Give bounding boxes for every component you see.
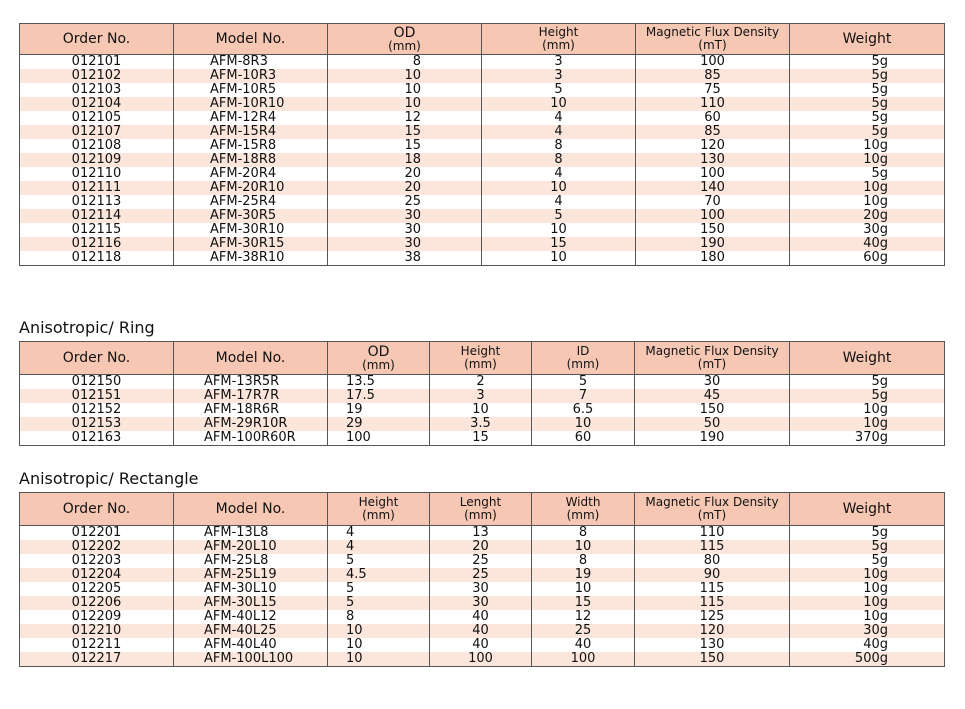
cell-order-no: 012202 (20, 540, 174, 554)
cell-od: 15 (328, 125, 482, 139)
cell-weight: 5g (790, 389, 945, 403)
cell-weight: 10g (790, 568, 945, 582)
cell-flux-density: 120 (636, 139, 790, 153)
header-width-unit: (mm) (566, 508, 600, 522)
cell-od: 30 (328, 237, 482, 251)
cell-flux-density: 80 (635, 554, 790, 568)
cell-height: 8 (328, 610, 430, 624)
cell-model-no: AFM-20R10 (174, 181, 328, 195)
cell-length: 40 (430, 610, 532, 624)
cell-model-no: AFM-40L12 (174, 610, 328, 624)
cell-flux-density: 50 (635, 417, 790, 431)
cell-width: 8 (532, 554, 635, 568)
cell-length: 13 (430, 526, 532, 541)
header-od (328, 342, 430, 375)
cell-id: 10 (532, 417, 635, 431)
cell-length: 30 (430, 596, 532, 610)
cell-order-no: 012206 (20, 596, 174, 610)
table-row (20, 375, 945, 390)
cell-order-no: 012150 (20, 375, 174, 390)
cell-id: 7 (532, 389, 635, 403)
header-flux-density (635, 342, 790, 375)
cell-flux-density: 130 (635, 638, 790, 652)
cell-height: 5 (328, 554, 430, 568)
cell-width: 100 (532, 652, 635, 667)
cell-order-no: 012203 (20, 554, 174, 568)
cell-flux-density: 75 (636, 83, 790, 97)
cell-height: 3 (430, 389, 532, 403)
table-row (20, 417, 945, 431)
cell-model-no: AFM-20R4 (174, 167, 328, 181)
cell-flux-density: 150 (635, 652, 790, 667)
cell-height: 10 (482, 223, 636, 237)
cell-height: 5 (482, 209, 636, 223)
cell-od: 20 (328, 167, 482, 181)
disc-spec-table (19, 23, 945, 266)
cell-order-no: 012153 (20, 417, 174, 431)
cell-flux-density: 45 (635, 389, 790, 403)
cell-order-no: 012107 (20, 125, 174, 139)
cell-od: 13.5 (328, 375, 430, 390)
ring-header-row (20, 342, 945, 375)
cell-order-no: 012113 (20, 195, 174, 209)
table-row (20, 69, 945, 83)
header-height-unit: (mm) (362, 508, 395, 522)
table-row (20, 526, 945, 541)
cell-flux-density: 90 (635, 568, 790, 582)
table-row (20, 596, 945, 610)
cell-width: 12 (532, 610, 635, 624)
cell-od: 38 (328, 251, 482, 266)
cell-height: 4.5 (328, 568, 430, 582)
cell-weight: 10g (790, 417, 945, 431)
cell-model-no: AFM-30R5 (174, 209, 328, 223)
cell-model-no: AFM-30L15 (174, 596, 328, 610)
cell-weight: 5g (790, 111, 945, 125)
cell-order-no: 012109 (20, 153, 174, 167)
cell-flux-density: 190 (635, 431, 790, 446)
cell-height: 15 (482, 237, 636, 251)
header-height-label: Height (538, 25, 579, 39)
header-flux-density (636, 24, 790, 55)
header-order-no: Order No. (20, 493, 174, 526)
cell-order-no: 012163 (20, 431, 174, 446)
cell-flux-density: 115 (635, 596, 790, 610)
table-row (20, 652, 945, 667)
cell-model-no: AFM-15R8 (174, 139, 328, 153)
cell-order-no: 012151 (20, 389, 174, 403)
ring-spec-table (19, 341, 945, 446)
table-row (20, 83, 945, 97)
cell-order-no: 012102 (20, 69, 174, 83)
cell-model-no: AFM-15R4 (174, 125, 328, 139)
table-row (20, 554, 945, 568)
cell-weight: 40g (790, 237, 945, 251)
cell-height: 4 (482, 125, 636, 139)
table-row (20, 610, 945, 624)
cell-width: 10 (532, 582, 635, 596)
cell-flux-density: 30 (635, 375, 790, 390)
header-height-unit: (mm) (464, 357, 497, 371)
header-length (430, 493, 532, 526)
cell-flux-density: 150 (636, 223, 790, 237)
cell-width: 40 (532, 638, 635, 652)
cell-od: 19 (328, 403, 430, 417)
table-row (20, 223, 945, 237)
table-row (20, 209, 945, 223)
cell-weight: 10g (790, 181, 945, 195)
cell-order-no: 012211 (20, 638, 174, 652)
cell-weight: 40g (790, 638, 945, 652)
cell-od: 18 (328, 153, 482, 167)
cell-flux-density: 130 (636, 153, 790, 167)
cell-flux-density: 125 (635, 610, 790, 624)
cell-width: 15 (532, 596, 635, 610)
cell-length: 25 (430, 554, 532, 568)
table-row (20, 195, 945, 209)
header-flux-unit: (mT) (697, 357, 727, 371)
cell-model-no: AFM-30R10 (174, 223, 328, 237)
cell-model-no: AFM-38R10 (174, 251, 328, 266)
header-id (532, 342, 635, 375)
cell-height: 10 (482, 97, 636, 111)
cell-order-no: 012101 (20, 55, 174, 70)
cell-weight: 5g (790, 167, 945, 181)
cell-order-no: 012201 (20, 526, 174, 541)
table-row (20, 111, 945, 125)
cell-width: 25 (532, 624, 635, 638)
cell-od: 25 (328, 195, 482, 209)
cell-order-no: 012110 (20, 167, 174, 181)
cell-od: 10 (328, 97, 482, 111)
header-length-unit: (mm) (464, 508, 497, 522)
cell-width: 8 (532, 526, 635, 541)
table-row (20, 251, 945, 266)
cell-model-no: AFM-100R60R (174, 431, 328, 446)
cell-height: 10 (328, 624, 430, 638)
cell-model-no: AFM-25L19 (174, 568, 328, 582)
header-od-label: OD (393, 24, 416, 41)
cell-order-no: 012104 (20, 97, 174, 111)
cell-weight: 5g (790, 375, 945, 390)
cell-order-no: 012210 (20, 624, 174, 638)
cell-model-no: AFM-30L10 (174, 582, 328, 596)
header-flux-label: Magnetic Flux Density (645, 344, 779, 358)
cell-model-no: AFM-12R4 (174, 111, 328, 125)
disc-header-row (20, 24, 945, 55)
cell-order-no: 012103 (20, 83, 174, 97)
cell-weight: 10g (790, 582, 945, 596)
header-order-no: Order No. (20, 342, 174, 375)
header-flux-unit: (mT) (698, 38, 727, 52)
cell-model-no: AFM-18R6R (174, 403, 328, 417)
cell-length: 30 (430, 582, 532, 596)
cell-flux-density: 100 (636, 55, 790, 70)
table-row (20, 582, 945, 596)
cell-model-no: AFM-100L100 (174, 652, 328, 667)
cell-height: 10 (482, 251, 636, 266)
cell-order-no: 012217 (20, 652, 174, 667)
cell-height: 10 (328, 638, 430, 652)
cell-od: 20 (328, 181, 482, 195)
cell-od: 29 (328, 417, 430, 431)
cell-flux-density: 100 (636, 209, 790, 223)
header-flux-density (635, 493, 790, 526)
cell-height: 4 (482, 167, 636, 181)
header-flux-unit: (mT) (697, 508, 727, 522)
header-weight: Weight (790, 493, 945, 526)
cell-order-no: 012115 (20, 223, 174, 237)
table-row (20, 389, 945, 403)
cell-weight: 5g (790, 125, 945, 139)
cell-flux-density: 60 (636, 111, 790, 125)
cell-weight: 5g (790, 540, 945, 554)
cell-order-no: 012114 (20, 209, 174, 223)
cell-od: 12 (328, 111, 482, 125)
header-length-label: Lenght (459, 495, 502, 509)
cell-height: 10 (328, 652, 430, 667)
cell-height: 4 (328, 540, 430, 554)
header-model-no: Model No. (174, 493, 328, 526)
cell-order-no: 012209 (20, 610, 174, 624)
cell-height: 4 (482, 111, 636, 125)
cell-weight: 10g (790, 403, 945, 417)
cell-weight: 20g (790, 209, 945, 223)
cell-flux-density: 85 (636, 125, 790, 139)
cell-flux-density: 100 (636, 167, 790, 181)
table-row (20, 237, 945, 251)
cell-model-no: AFM-17R7R (174, 389, 328, 403)
cell-height: 4 (328, 526, 430, 541)
header-height-label: Height (358, 495, 399, 509)
cell-model-no: AFM-8R3 (174, 55, 328, 70)
header-height-unit: (mm) (542, 38, 575, 52)
header-order-no: Order No. (20, 24, 174, 55)
cell-order-no: 012204 (20, 568, 174, 582)
cell-weight: 30g (790, 624, 945, 638)
header-flux-label: Magnetic Flux Density (645, 495, 779, 509)
table-row (20, 568, 945, 582)
header-height (482, 24, 636, 55)
cell-od: 100 (328, 431, 430, 446)
cell-flux-density: 115 (635, 540, 790, 554)
cell-od: 15 (328, 139, 482, 153)
cell-model-no: AFM-10R5 (174, 83, 328, 97)
cell-order-no: 012118 (20, 251, 174, 266)
cell-model-no: AFM-25R4 (174, 195, 328, 209)
cell-weight: 5g (790, 97, 945, 111)
header-od (328, 24, 482, 55)
cell-height: 5 (482, 83, 636, 97)
cell-width: 10 (532, 540, 635, 554)
header-weight: Weight (790, 342, 945, 375)
cell-weight: 500g (790, 652, 945, 667)
cell-model-no: AFM-10R10 (174, 97, 328, 111)
section-title-rectangle: Anisotropic/ Rectangle (19, 469, 199, 488)
cell-weight: 10g (790, 153, 945, 167)
cell-flux-density: 150 (635, 403, 790, 417)
table-row (20, 97, 945, 111)
cell-flux-density: 180 (636, 251, 790, 266)
rectangle-header-row (20, 493, 945, 526)
cell-model-no: AFM-13R5R (174, 375, 328, 390)
cell-weight: 5g (790, 55, 945, 70)
cell-order-no: 012205 (20, 582, 174, 596)
header-model-no: Model No. (174, 24, 328, 55)
table-row (20, 153, 945, 167)
header-id-unit: (mm) (566, 357, 600, 371)
cell-weight: 10g (790, 596, 945, 610)
cell-height: 10 (482, 181, 636, 195)
cell-flux-density: 140 (636, 181, 790, 195)
header-height-label: Height (460, 344, 501, 358)
cell-height: 15 (430, 431, 532, 446)
cell-length: 40 (430, 638, 532, 652)
cell-od: 8 (328, 55, 482, 70)
cell-height: 8 (482, 139, 636, 153)
cell-weight: 5g (790, 526, 945, 541)
cell-model-no: AFM-40L40 (174, 638, 328, 652)
cell-weight: 5g (790, 83, 945, 97)
cell-model-no: AFM-10R3 (174, 69, 328, 83)
header-weight: Weight (790, 24, 945, 55)
table-row (20, 540, 945, 554)
cell-width: 19 (532, 568, 635, 582)
cell-order-no: 012105 (20, 111, 174, 125)
cell-height: 10 (430, 403, 532, 417)
cell-weight: 30g (790, 223, 945, 237)
cell-length: 20 (430, 540, 532, 554)
cell-height: 3.5 (430, 417, 532, 431)
cell-height: 5 (328, 596, 430, 610)
table-row (20, 167, 945, 181)
cell-model-no: AFM-18R8 (174, 153, 328, 167)
table-row (20, 403, 945, 417)
header-model-no: Model No. (174, 342, 328, 375)
header-od-unit: (mm) (388, 38, 421, 53)
rectangle-spec-table (19, 492, 945, 667)
cell-model-no: AFM-29R10R (174, 417, 328, 431)
cell-height: 3 (482, 55, 636, 70)
cell-flux-density: 120 (635, 624, 790, 638)
cell-height: 4 (482, 195, 636, 209)
table-row (20, 139, 945, 153)
cell-weight: 5g (790, 69, 945, 83)
cell-height: 5 (328, 582, 430, 596)
cell-id: 6.5 (532, 403, 635, 417)
cell-od: 30 (328, 223, 482, 237)
header-od-label: OD (367, 343, 390, 360)
cell-od: 10 (328, 69, 482, 83)
cell-flux-density: 85 (636, 69, 790, 83)
cell-order-no: 012108 (20, 139, 174, 153)
cell-od: 10 (328, 83, 482, 97)
cell-flux-density: 110 (636, 97, 790, 111)
cell-length: 40 (430, 624, 532, 638)
cell-model-no: AFM-20L10 (174, 540, 328, 554)
cell-weight: 10g (790, 139, 945, 153)
cell-length: 100 (430, 652, 532, 667)
cell-model-no: AFM-13L8 (174, 526, 328, 541)
header-od-unit: (mm) (362, 357, 395, 372)
cell-weight: 60g (790, 251, 945, 266)
cell-model-no: AFM-25L8 (174, 554, 328, 568)
cell-flux-density: 115 (635, 582, 790, 596)
cell-model-no: AFM-40L25 (174, 624, 328, 638)
cell-length: 25 (430, 568, 532, 582)
table-row (20, 55, 945, 70)
table-row (20, 624, 945, 638)
cell-flux-density: 110 (635, 526, 790, 541)
header-width-label: Width (565, 495, 601, 509)
header-height (430, 342, 532, 375)
table-row (20, 125, 945, 139)
table-row (20, 181, 945, 195)
cell-od: 17.5 (328, 389, 430, 403)
cell-weight: 370g (790, 431, 945, 446)
cell-flux-density: 190 (636, 237, 790, 251)
cell-weight: 5g (790, 554, 945, 568)
header-height (328, 493, 430, 526)
cell-height: 3 (482, 69, 636, 83)
cell-weight: 10g (790, 610, 945, 624)
cell-flux-density: 70 (636, 195, 790, 209)
header-id-label: ID (576, 344, 590, 358)
cell-height: 8 (482, 153, 636, 167)
cell-od: 30 (328, 209, 482, 223)
header-flux-label: Magnetic Flux Density (645, 25, 780, 39)
cell-model-no: AFM-30R15 (174, 237, 328, 251)
table-row (20, 638, 945, 652)
cell-height: 2 (430, 375, 532, 390)
cell-weight: 10g (790, 195, 945, 209)
cell-id: 60 (532, 431, 635, 446)
header-width (532, 493, 635, 526)
cell-order-no: 012111 (20, 181, 174, 195)
cell-order-no: 012116 (20, 237, 174, 251)
cell-id: 5 (532, 375, 635, 390)
table-row (20, 431, 945, 446)
cell-order-no: 012152 (20, 403, 174, 417)
section-title-ring: Anisotropic/ Ring (19, 318, 155, 337)
